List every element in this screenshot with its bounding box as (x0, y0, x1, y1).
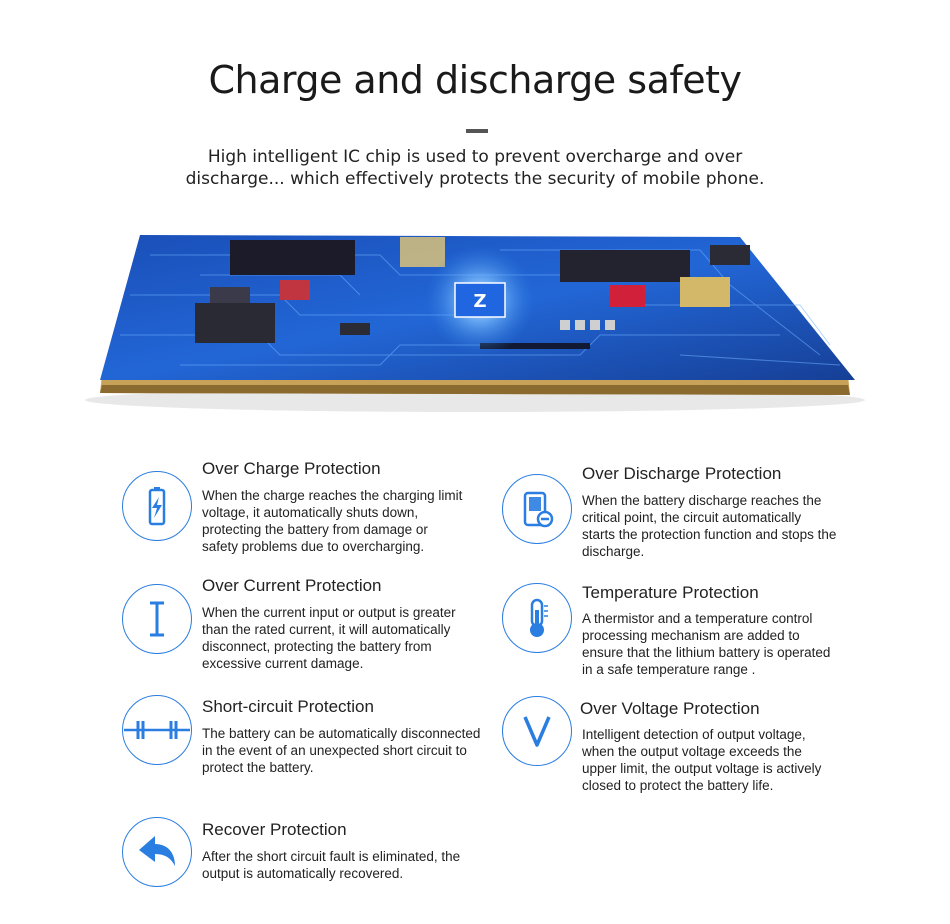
feature-title: Over Discharge Protection (582, 464, 782, 483)
circuit-board-illustration (80, 215, 870, 415)
feature-description: When the current input or output is greater than the rated current, it will automatically disconnect, protecting the battery from excessive current damage. (202, 605, 456, 671)
feature-title: Over Voltage Protection (580, 699, 760, 718)
feature-title: Temperature Protection (582, 583, 759, 602)
feature-title: Over Current Protection (202, 576, 382, 595)
feature-description: Intelligent detection of output voltage, when the output voltage exceeds the upper limit, the output voltage is actively closed to protect the battery life. (582, 727, 822, 793)
feature-description: The battery can be automatically disconnected in the event of an unexpected short circuit to protect the battery. (202, 726, 481, 775)
svg-text:Z: Z (473, 291, 487, 312)
subtitle-line-1: High intelligent IC chip is used to prevent overcharge and over (207, 147, 743, 167)
feature-description: After the short circuit fault is eliminated, the output is automatically recovered. (202, 849, 461, 881)
feature-title: Over Charge Protection (202, 459, 381, 478)
battery-charging-icon (122, 471, 192, 541)
feature-title: Short-circuit Protection (202, 697, 374, 716)
short-circuit-icon (122, 695, 192, 765)
phone-battery-minus-icon (502, 474, 572, 544)
feature-title: Recover Protection (202, 820, 347, 839)
feature-description: When the charge reaches the charging limit voltage, it automatically shuts down, protecting the battery from damage or safety problems due to overcharging. (202, 488, 463, 554)
feature-description: A thermistor and a temperature control processing mechanism are added to ensure that the lithium battery is operated in a safe temperature range . (582, 611, 831, 677)
subtitle-line-2: discharge... which effectively protects the security of mobile phone. (185, 169, 765, 189)
current-icon (122, 584, 192, 654)
title-divider (466, 129, 488, 133)
page-subtitle (150, 146, 800, 190)
thermometer-icon (502, 583, 572, 653)
recover-arrow-icon (122, 817, 192, 887)
voltage-v-icon (502, 696, 572, 766)
page-title: Charge and discharge safety (208, 58, 742, 102)
feature-description: When the battery discharge reaches the critical point, the circuit automatically starts the protection function and stops the discharge. (582, 493, 837, 559)
